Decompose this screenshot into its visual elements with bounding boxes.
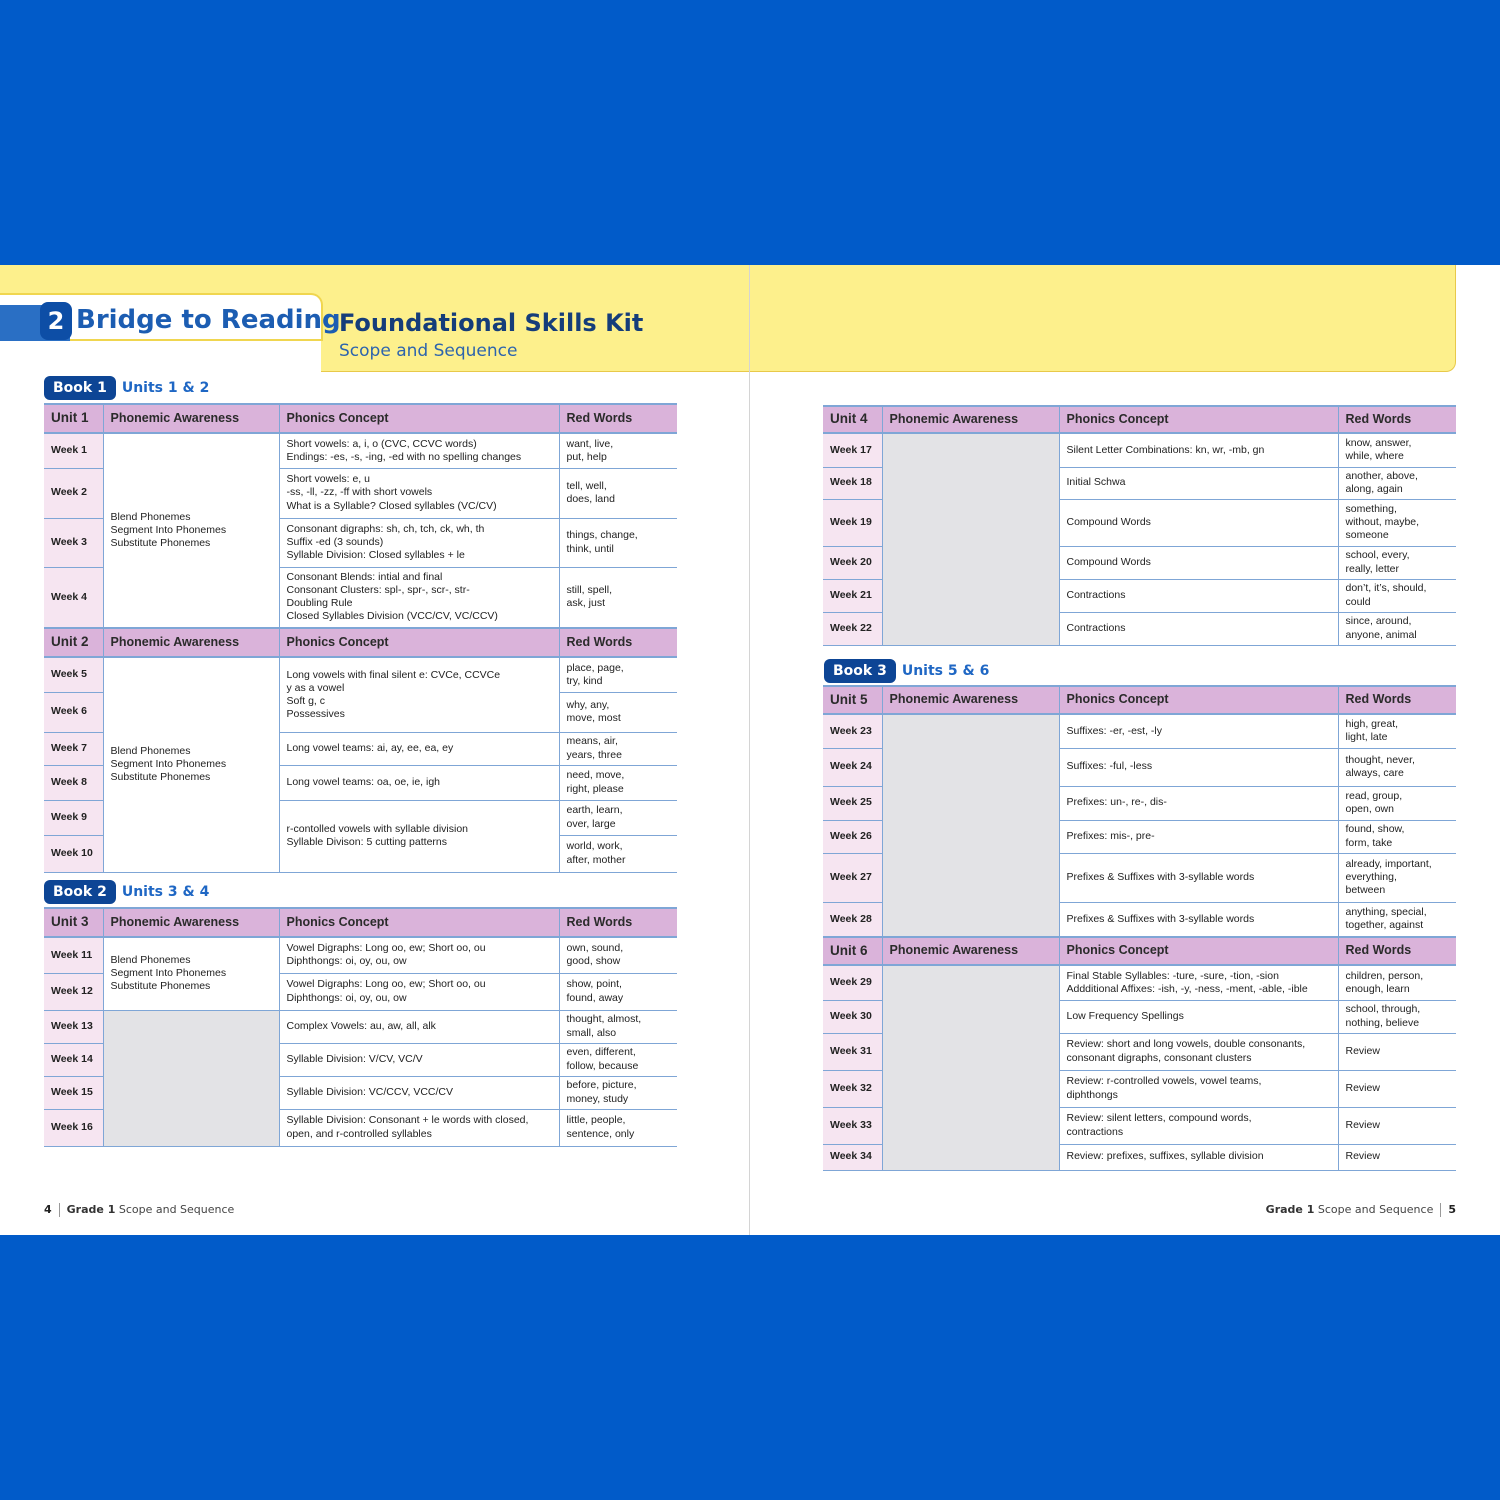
red-words-cell <box>1338 965 1456 1000</box>
column-header: Red Words <box>1338 937 1456 965</box>
book-units: Units 3 & 4 <box>121 884 210 900</box>
phonics-text: Prefixes: un-, re-, dis- <box>1066 796 1167 809</box>
week-label: Week 11 <box>44 937 103 973</box>
phonics-cell <box>279 1109 559 1146</box>
week-label: Week 32 <box>823 1070 882 1107</box>
phonics-text: r-contolled vowels with syllable division Syllable Divison: 5 cutting patterns <box>286 822 468 848</box>
phonics-text: Review: r-controlled vowels, vowel teams, diphthongs <box>1066 1075 1262 1101</box>
week-label: Week 2 <box>44 468 103 518</box>
column-header: Red Words <box>559 404 677 433</box>
scope-table-unit-3 <box>44 907 677 1147</box>
phonics-cell <box>279 765 559 800</box>
phonics-text: Initial Schwa <box>1066 476 1126 489</box>
week-label: Week 12 <box>44 973 103 1010</box>
phonics-text: Compound Words <box>1066 555 1151 568</box>
phonemic-awareness-empty-cell <box>882 714 1059 937</box>
red-words-text: Review <box>1345 1081 1380 1094</box>
week-label: Week 19 <box>823 499 882 546</box>
red-words-cell <box>1338 433 1456 467</box>
week-label: Week 29 <box>823 965 882 1000</box>
phonics-cell <box>1059 965 1338 1000</box>
week-label: Week 17 <box>823 433 882 467</box>
phonics-cell <box>279 468 559 518</box>
footer-right <box>1266 1203 1456 1217</box>
phonics-cell <box>1059 579 1338 612</box>
column-header: Phonemic Awareness <box>103 908 279 937</box>
week-label: Week 21 <box>823 579 882 612</box>
book-2-heading <box>44 880 209 904</box>
column-header: Phonics Concept <box>1059 937 1338 965</box>
table-header-row <box>823 937 1456 965</box>
phonics-text: Silent Letter Combinations: kn, wr, -mb, gn <box>1066 443 1265 456</box>
red-words-cell <box>1338 579 1456 612</box>
phonics-cell <box>1059 1033 1338 1070</box>
red-words-text: school, through, nothing, believe <box>1345 1003 1421 1029</box>
page-gutter <box>749 265 750 1235</box>
table-row <box>44 433 677 468</box>
phonics-text: Syllable Division: VC/CCV, VCC/CV <box>286 1085 453 1098</box>
footer-grade: Grade 1 <box>1265 1203 1315 1216</box>
week-label: Week 13 <box>44 1010 103 1043</box>
red-words-text: still, spell, ask, just <box>566 584 613 610</box>
phonics-text: Review: prefixes, suffixes, syllable division <box>1066 1150 1264 1163</box>
phonics-text: Consonant digraphs: sh, ch, tch, ck, wh, th Suffix -ed (3 sounds) Syllable Division: Closed syllables + le <box>286 522 485 562</box>
phonics-cell <box>1059 467 1338 499</box>
week-label: Week 5 <box>44 657 103 692</box>
table-header-row <box>823 406 1456 433</box>
red-words-text: anything, special, together, against <box>1345 906 1427 932</box>
red-words-text: why, any, move, most <box>566 698 621 724</box>
phonics-cell <box>279 973 559 1010</box>
table-header-row <box>823 686 1456 714</box>
red-words-text: found, show, form, take <box>1345 823 1405 849</box>
red-words-cell <box>1338 546 1456 579</box>
red-words-text: read, group, open, own <box>1345 789 1403 815</box>
red-words-text: thought, almost, small, also <box>566 1013 642 1039</box>
red-words-cell <box>559 765 677 800</box>
red-words-text: Review <box>1345 1118 1380 1131</box>
red-words-text: before, picture, money, study <box>566 1079 637 1105</box>
red-words-cell <box>1338 748 1456 786</box>
footer-left <box>44 1203 234 1217</box>
red-words-cell <box>1338 714 1456 748</box>
phonics-text: Syllable Division: Consonant + le words with closed, open, and r-controlled syllables <box>286 1114 529 1140</box>
column-header: Phonemic Awareness <box>882 406 1059 433</box>
unit-label: Unit 6 <box>823 937 882 965</box>
phonics-cell <box>1059 714 1338 748</box>
phonics-cell <box>1059 820 1338 853</box>
book-1-heading <box>44 376 209 400</box>
scope-table-units-1-2 <box>44 403 677 873</box>
kit-subtitle: Scope and Sequence <box>339 341 518 361</box>
column-header: Phonemic Awareness <box>103 404 279 433</box>
phonics-cell <box>279 567 559 628</box>
red-words-cell <box>559 567 677 628</box>
week-label: Week 1 <box>44 433 103 468</box>
book-3-heading <box>824 659 989 683</box>
book-badge: Book 1 <box>44 376 116 400</box>
unit-label: Unit 2 <box>44 628 103 657</box>
phonics-text: Final Stable Syllables: -ture, -sure, -tion, -sion Addditional Affixes: -ish, -y, -ness, -ment, -able, -ible <box>1066 969 1308 995</box>
phonics-cell <box>279 433 559 468</box>
red-words-cell <box>1338 786 1456 820</box>
kit-title: Foundational Skills Kit <box>339 309 644 337</box>
red-words-text: world, work, after, mother <box>566 840 626 866</box>
week-label: Week 33 <box>823 1107 882 1144</box>
phonics-cell <box>279 1010 559 1043</box>
red-words-cell <box>559 1043 677 1076</box>
phonics-cell <box>279 657 559 732</box>
phonics-text: Suffixes: -er, -est, -ly <box>1066 724 1162 737</box>
red-words-cell <box>559 433 677 468</box>
red-words-text: don’t, it’s, should, could <box>1345 582 1427 608</box>
phonemic-awareness-empty-cell <box>882 965 1059 1170</box>
week-label: Week 16 <box>44 1109 103 1146</box>
phonics-text: Long vowel teams: ai, ay, ee, ea, ey <box>286 741 454 754</box>
week-label: Week 34 <box>823 1144 882 1170</box>
phonemic-awareness-empty-cell <box>882 433 1059 645</box>
phonics-cell <box>1059 612 1338 645</box>
column-header: Phonics Concept <box>279 404 559 433</box>
red-words-cell <box>559 518 677 567</box>
red-words-text: things, change, think, until <box>566 529 638 555</box>
red-words-text: place, page, try, kind <box>566 661 624 687</box>
column-header: Phonics Concept <box>1059 686 1338 714</box>
column-header: Red Words <box>559 628 677 657</box>
footer-label: Scope and Sequence <box>118 1203 235 1216</box>
week-label: Week 31 <box>823 1033 882 1070</box>
week-label: Week 23 <box>823 714 882 748</box>
chapter-number: 2 <box>40 302 72 340</box>
phonemic-awareness-empty-cell <box>103 1010 279 1146</box>
phonics-text: Vowel Digraphs: Long oo, ew; Short oo, ou Diphthongs: oi, oy, ou, ow <box>286 942 486 968</box>
phonemic-awareness-text: Blend Phonemes Segment Into Phonemes Substitute Phonemes <box>110 510 227 550</box>
week-label: Week 7 <box>44 732 103 765</box>
red-words-text: earth, learn, over, large <box>566 804 623 830</box>
week-label: Week 15 <box>44 1076 103 1109</box>
phonemic-awareness-cell <box>103 433 279 628</box>
table-header-row <box>44 908 677 937</box>
column-header: Red Words <box>1338 406 1456 433</box>
phonics-text: Short vowels: e, u -ss, -ll, -zz, -ff with short vowels What is a Syllable? Closed syllables (VC/CV) <box>286 473 497 512</box>
phonics-cell <box>279 732 559 765</box>
week-label: Week 30 <box>823 1000 882 1033</box>
footer-label: Scope and Sequence <box>1317 1203 1434 1216</box>
phonics-text: Vowel Digraphs: Long oo, ew; Short oo, ou Diphthongs: oi, oy, ou, ow <box>286 978 486 1004</box>
chapter-title: Bridge to Reading <box>76 305 341 335</box>
week-label: Week 22 <box>823 612 882 645</box>
phonics-text: Long vowels with final silent e: CVCe, CCVCe y as a vowel Soft g, c Possessives <box>286 668 501 720</box>
unit-label: Unit 3 <box>44 908 103 937</box>
phonics-text: Review: short and long vowels, double consonants, consonant digraphs, consonant clusters <box>1066 1038 1306 1064</box>
red-words-text: own, sound, good, show <box>566 942 624 968</box>
phonemic-awareness-cell <box>103 937 279 1010</box>
week-label: Week 10 <box>44 835 103 872</box>
unit-label: Unit 4 <box>823 406 882 433</box>
table-row <box>44 657 677 692</box>
phonics-cell <box>1059 853 1338 902</box>
phonics-cell <box>1059 1000 1338 1033</box>
red-words-cell <box>1338 1033 1456 1070</box>
red-words-text: want, live, put, help <box>566 437 614 463</box>
phonics-cell <box>279 518 559 567</box>
red-words-cell <box>1338 467 1456 499</box>
table-header-row <box>44 404 677 433</box>
table-header-row <box>44 628 677 657</box>
book-units: Units 1 & 2 <box>121 380 210 396</box>
phonemic-awareness-cell <box>103 657 279 872</box>
red-words-cell <box>1338 1000 1456 1033</box>
red-words-text: high, great, light, late <box>1345 718 1399 744</box>
red-words-text: little, people, sentence, only <box>566 1114 635 1140</box>
week-label: Week 3 <box>44 518 103 567</box>
red-words-cell <box>559 468 677 518</box>
phonics-text: Syllable Division: V/CV, VC/V <box>286 1052 423 1065</box>
red-words-text: already, important, everything, between <box>1345 857 1432 897</box>
phonemic-awareness-text: Blend Phonemes Segment Into Phonemes Substitute Phonemes <box>110 745 227 784</box>
red-words-cell <box>559 800 677 835</box>
red-words-cell <box>1338 853 1456 902</box>
phonics-cell <box>1059 786 1338 820</box>
red-words-cell <box>1338 1107 1456 1144</box>
phonics-cell <box>1059 902 1338 937</box>
unit-label: Unit 5 <box>823 686 882 714</box>
red-words-text: Review <box>1345 1150 1380 1163</box>
phonics-text: Consonant Blends: intial and final Consonant Clusters: spl-, spr-, scr-, str- Doubling Rule Closed Syllables Division (VCC/CV, VC/CCV) <box>286 571 498 623</box>
red-words-cell <box>559 692 677 732</box>
red-words-cell <box>1338 902 1456 937</box>
week-label: Week 26 <box>823 820 882 853</box>
red-words-text: since, around, anyone, animal <box>1345 615 1417 641</box>
footer-divider <box>1440 1203 1441 1217</box>
phonics-cell <box>1059 499 1338 546</box>
phonemic-awareness-text: Blend Phonemes Segment Into Phonemes Substitute Phonemes <box>110 954 227 993</box>
phonics-cell <box>279 1043 559 1076</box>
red-words-text: another, above, along, again <box>1345 469 1418 495</box>
column-header: Red Words <box>559 908 677 937</box>
red-words-text: children, person, enough, learn <box>1345 969 1424 995</box>
week-label: Week 9 <box>44 800 103 835</box>
book-badge: Book 2 <box>44 880 116 904</box>
red-words-text: thought, never, always, care <box>1345 753 1415 779</box>
phonics-cell <box>279 1076 559 1109</box>
page-number: 5 <box>1448 1203 1456 1216</box>
column-header: Phonics Concept <box>279 628 559 657</box>
red-words-text: show, point, found, away <box>566 978 624 1004</box>
week-label: Week 6 <box>44 692 103 732</box>
week-label: Week 20 <box>823 546 882 579</box>
phonics-text: Review: silent letters, compound words, contractions <box>1066 1112 1252 1138</box>
red-words-text: Review <box>1345 1044 1380 1057</box>
red-words-text: means, air, years, three <box>566 735 622 761</box>
phonics-cell <box>1059 1070 1338 1107</box>
week-label: Week 28 <box>823 902 882 937</box>
table-row <box>823 433 1456 467</box>
footer-grade: Grade 1 <box>66 1203 116 1216</box>
red-words-cell <box>559 1109 677 1146</box>
phonics-cell <box>1059 1144 1338 1170</box>
table-row <box>44 937 677 973</box>
phonics-text: Contractions <box>1066 588 1126 601</box>
red-words-text: know, answer, while, where <box>1345 437 1412 463</box>
phonics-text: Prefixes & Suffixes with 3-syllable words <box>1066 870 1255 883</box>
red-words-cell <box>559 732 677 765</box>
week-label: Week 24 <box>823 748 882 786</box>
phonics-cell <box>279 937 559 973</box>
book-units: Units 5 & 6 <box>901 663 990 679</box>
column-header: Phonics Concept <box>1059 406 1338 433</box>
phonics-text: Long vowel teams: oa, oe, ie, igh <box>286 775 441 788</box>
red-words-cell <box>559 1076 677 1109</box>
scope-table-units-5-6 <box>823 685 1456 1171</box>
week-label: Week 18 <box>823 467 882 499</box>
red-words-text: tell, well, does, land <box>566 479 615 505</box>
header-notch <box>0 340 321 380</box>
phonics-text: Low Frequency Spellings <box>1066 1009 1184 1022</box>
phonics-text: Contractions <box>1066 621 1126 634</box>
table-row <box>823 714 1456 748</box>
week-label: Week 14 <box>44 1043 103 1076</box>
red-words-text: school, every, really, letter <box>1345 549 1410 575</box>
phonics-cell <box>279 800 559 872</box>
phonics-cell <box>1059 748 1338 786</box>
table-row <box>44 1010 677 1043</box>
phonics-cell <box>1059 1107 1338 1144</box>
column-header: Phonemic Awareness <box>103 628 279 657</box>
red-words-cell <box>1338 612 1456 645</box>
red-words-text: even, different, follow, because <box>566 1046 639 1072</box>
red-words-cell <box>1338 820 1456 853</box>
red-words-text: need, move, right, please <box>566 769 625 795</box>
phonics-text: Compound Words <box>1066 515 1151 528</box>
column-header: Phonics Concept <box>279 908 559 937</box>
week-label: Week 27 <box>823 853 882 902</box>
red-words-cell <box>559 835 677 872</box>
week-label: Week 8 <box>44 765 103 800</box>
table-row <box>823 965 1456 1000</box>
scope-table-unit-4 <box>823 405 1456 646</box>
phonics-cell <box>1059 546 1338 579</box>
phonics-text: Complex Vowels: au, aw, all, alk <box>286 1019 436 1032</box>
red-words-cell <box>559 657 677 692</box>
red-words-cell <box>1338 1070 1456 1107</box>
page-spread <box>0 265 1500 1235</box>
phonics-text: Prefixes & Suffixes with 3-syllable words <box>1066 912 1255 925</box>
column-header: Phonemic Awareness <box>882 686 1059 714</box>
week-label: Week 25 <box>823 786 882 820</box>
red-words-cell <box>559 937 677 973</box>
week-label: Week 4 <box>44 567 103 628</box>
unit-label: Unit 1 <box>44 404 103 433</box>
footer-divider <box>59 1203 60 1217</box>
red-words-cell <box>1338 1144 1456 1170</box>
red-words-cell <box>1338 499 1456 546</box>
red-words-cell <box>559 973 677 1010</box>
phonics-cell <box>1059 433 1338 467</box>
phonics-text: Prefixes: mis-, pre- <box>1066 829 1155 842</box>
phonics-text: Short vowels: a, i, o (CVC, CCVC words) Endings: -es, -s, -ing, -ed with no spelling changes <box>286 437 522 463</box>
column-header: Red Words <box>1338 686 1456 714</box>
column-header: Phonemic Awareness <box>882 937 1059 965</box>
red-words-cell <box>559 1010 677 1043</box>
red-words-text: something, without, maybe, someone <box>1345 502 1420 542</box>
phonics-text: Suffixes: -ful, -less <box>1066 760 1153 773</box>
page-number: 4 <box>44 1203 52 1216</box>
book-badge: Book 3 <box>824 659 896 683</box>
